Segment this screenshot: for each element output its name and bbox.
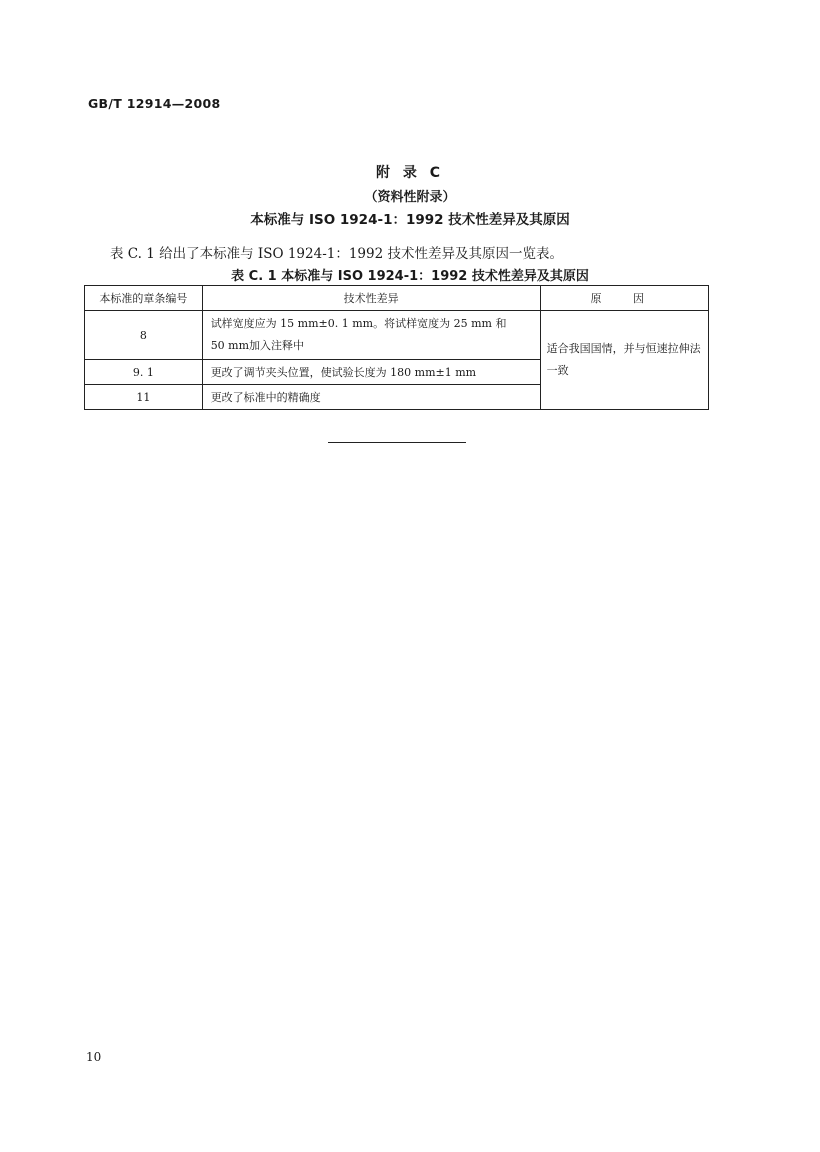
table-row	[85, 311, 709, 360]
differences-table	[84, 285, 709, 410]
appendix-kind: （资料性附录）	[364, 190, 456, 205]
table-header-row	[85, 286, 709, 311]
row-difference	[202, 311, 540, 360]
row-clause: 11	[85, 385, 203, 410]
row-difference: 更改了标准中的精确度	[202, 385, 540, 410]
row-clause: 8	[85, 311, 203, 360]
end-rule	[328, 442, 466, 443]
difference-line: 50 mm加入注释中	[210, 339, 305, 352]
difference-line: 试样宽度应为 15 mm±0. 1 mm。将试样宽度为 25 mm 和	[210, 317, 507, 330]
appendix-title: 附 录 C	[375, 165, 445, 181]
row-clause: 9. 1	[85, 360, 203, 385]
page-number: 10	[86, 1050, 102, 1064]
appendix-heading: 本标准与 ISO 1924-1：1992 技术性差异及其原因	[250, 212, 570, 228]
standard-code: GB/T 12914—2008	[88, 96, 221, 111]
row-difference: 更改了调节夹头位置，使试验长度为 180 mm±1 mm	[202, 360, 540, 385]
intro-paragraph: 表 C. 1 给出了本标准与 ISO 1924-1：1992 技术性差异及其原因一览表。	[110, 246, 563, 262]
row-reason: 适合我国国情，并与恒速拉伸法一致	[540, 311, 708, 410]
header-difference: 技术性差异	[202, 286, 540, 311]
table-caption: 表 C. 1 本标准与 ISO 1924-1：1992 技术性差异及其原因	[231, 269, 589, 284]
header-clause: 本标准的章条编号	[85, 286, 203, 311]
header-reason: 原 因	[540, 286, 708, 311]
